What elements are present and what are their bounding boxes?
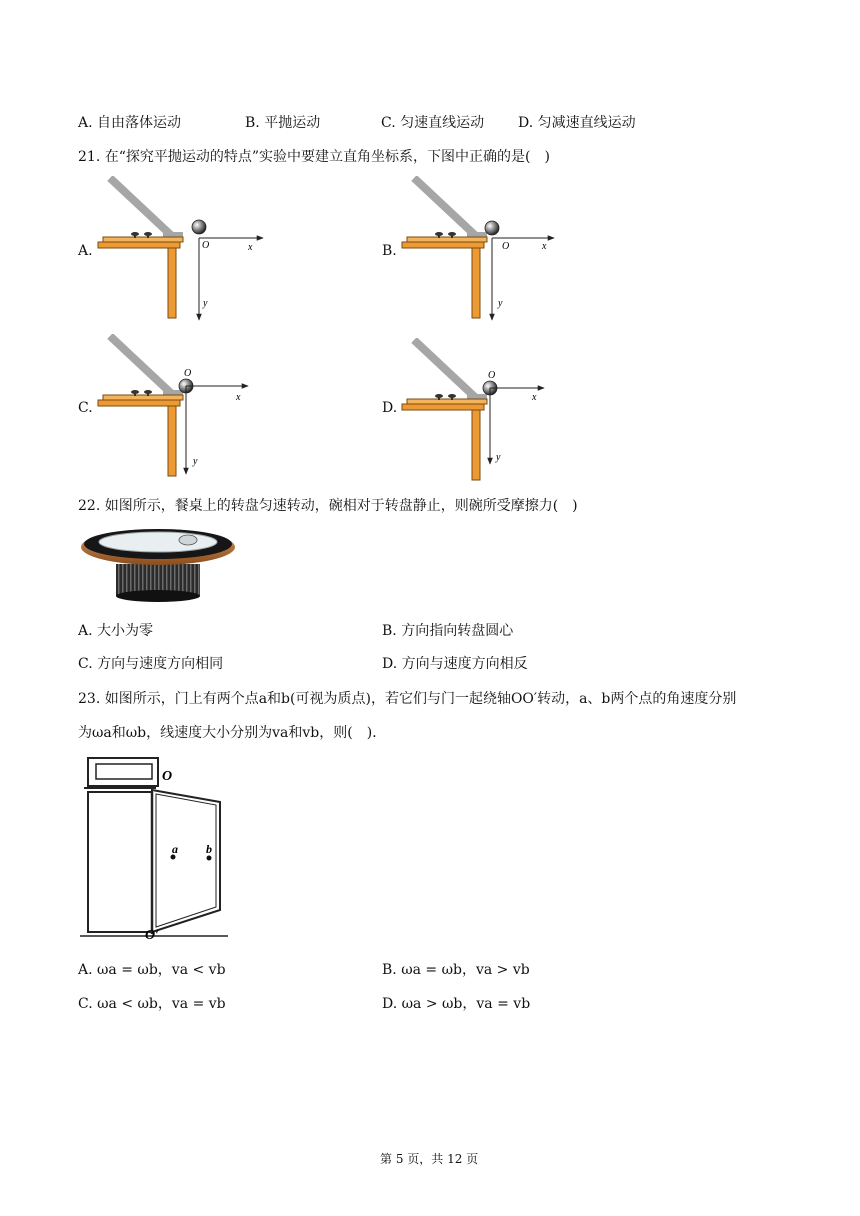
svg-text:y: y (498, 298, 503, 309)
q21-label-a: A. (78, 243, 93, 259)
svg-text:x: x (532, 392, 537, 403)
svg-text:O′: O′ (145, 928, 160, 940)
svg-text:O: O (502, 241, 510, 252)
q23-stem-line1: 23. 如图所示，门上有两个点a和b(可视为质点)，若它们与门一起绕轴OO′转动，a、b两个点的角速度分别 (78, 691, 737, 707)
svg-text:b: b (206, 842, 212, 856)
q20-option-a: A. 自由落体运动 (78, 115, 182, 131)
q23-option-d: D. ωa > ωb，va = vb (382, 996, 531, 1012)
svg-text:O: O (184, 368, 192, 379)
q23-door-figure (78, 754, 230, 940)
q22-option-a: A. 大小为零 (78, 623, 154, 639)
ball-a (192, 220, 206, 234)
svg-text:a: a (172, 842, 178, 856)
svg-text:y: y (193, 456, 198, 467)
q22-option-d: D. 方向与速度方向相反 (382, 656, 528, 672)
q23-stem-line2: 为ωa和ωb，线速度大小分别为va和vb，则( )． (78, 725, 387, 741)
q22-turntable-figure (78, 522, 238, 607)
page-footer: 第 5 页，共 12 页 (380, 1152, 479, 1166)
bowl (179, 535, 197, 545)
point-b (207, 856, 212, 861)
q20-option-c: C. 匀速直线运动 (381, 115, 485, 131)
svg-text:x: x (236, 392, 241, 403)
ball-b (485, 221, 499, 235)
q23-option-c: C. ωa < ωb，va = vb (78, 996, 226, 1012)
q22-option-b: B. 方向指向转盘圆心 (382, 623, 514, 639)
svg-text:x: x (248, 242, 253, 253)
q21-figure-b (382, 176, 582, 326)
q23-option-a: A. ωa = ωb，va < vb (78, 962, 226, 978)
q21-figure-d (382, 338, 582, 488)
svg-text:x: x (542, 241, 547, 252)
svg-text:y: y (203, 298, 208, 309)
q21-figure-a (78, 176, 278, 326)
q21-label-b: B. (382, 243, 397, 259)
q21-label-c: C. (78, 400, 93, 416)
svg-text:O: O (488, 370, 496, 381)
svg-text:O: O (202, 240, 210, 251)
q20-option-b: B. 平抛运动 (245, 115, 321, 131)
svg-text:O: O (162, 769, 173, 784)
q21-label-d: D. (382, 400, 398, 416)
q22-stem: 22. 如图所示，餐桌上的转盘匀速转动，碗相对于转盘静止，则碗所受摩擦力( ) (78, 498, 578, 514)
q21-figure-c (78, 334, 278, 484)
q21-stem: 21. 在“探究平抛运动的特点”实验中要建立直角坐标系，下图中正确的是( ) (78, 149, 550, 165)
q20-option-d: D. 匀减速直线运动 (518, 115, 636, 131)
q23-option-b: B. ωa = ωb，va > vb (382, 962, 530, 978)
svg-text:y: y (496, 452, 501, 463)
q22-option-c: C. 方向与速度方向相同 (78, 656, 224, 672)
